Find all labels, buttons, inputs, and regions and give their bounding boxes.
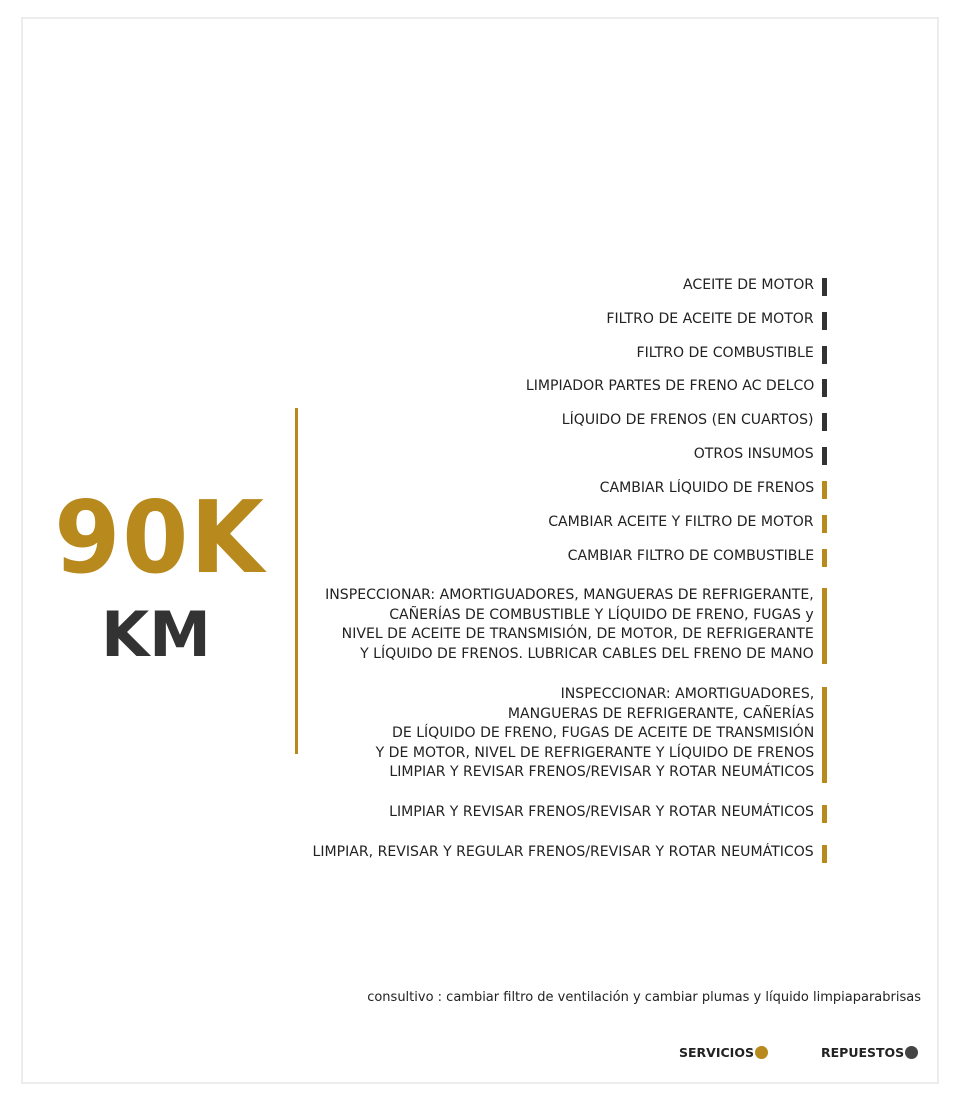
list-item-line: LÍQUIDO DE FRENOS (EN CUARTOS)	[562, 412, 814, 428]
repuestos-marker	[822, 312, 827, 330]
list-item-line: DE LÍQUIDO DE FRENO, FUGAS DE ACEITE DE TRANSMISIÓN	[391, 725, 814, 741]
list-item-line: OTROS INSUMOS	[694, 446, 814, 462]
list-item	[549, 513, 814, 533]
list-item-line: LIMPIAR Y REVISAR FRENOS/REVISAR Y ROTAR NEUMÁTICOS	[389, 764, 814, 780]
servicios-marker	[822, 588, 827, 664]
list-item-line: MANGUERAS DE REFRIGERANTE, CAÑERÍAS	[507, 705, 814, 722]
list-item-line: LIMPIADOR PARTES DE FRENO AC DELCO	[525, 378, 814, 394]
list-item	[562, 411, 814, 431]
repuestos-marker	[822, 278, 827, 296]
list-item	[599, 479, 814, 499]
list-item	[694, 445, 814, 465]
list-item-line: INSPECCIONAR: AMORTIGUADORES,	[560, 686, 814, 702]
list-item-line: LIMPIAR Y REVISAR FRENOS/REVISAR Y ROTAR NEUMÁTICOS	[389, 804, 814, 820]
servicios-marker	[822, 687, 827, 783]
list-item-line: CAMBIAR FILTRO DE COMBUSTIBLE	[567, 548, 814, 564]
list-item	[637, 344, 814, 364]
interval-unit: KM	[101, 598, 211, 671]
list-item-line: FILTRO DE COMBUSTIBLE	[636, 345, 814, 361]
servicios-marker	[822, 805, 827, 823]
list-item-line: Y LÍQUIDO DE FRENOS. LUBRICAR CABLES DEL FRENO DE MANO	[360, 645, 814, 662]
list-item-line: CAMBIAR ACEITE Y FILTRO DE MOTOR	[548, 514, 814, 530]
list-item	[526, 377, 814, 397]
repuestos-marker	[822, 379, 827, 397]
list-item-line: INSPECCIONAR: AMORTIGUADORES, MANGUERAS DE REFRIGERANTE,	[325, 587, 814, 603]
list-item	[389, 803, 814, 823]
list-item-line: LIMPIAR, REVISAR Y REGULAR FRENOS/REVISAR Y ROTAR NEUMÁTICOS	[312, 844, 814, 860]
servicios-marker	[822, 845, 827, 863]
repuestos-marker	[822, 346, 827, 364]
interval-number: 90K	[54, 479, 266, 596]
servicios-marker	[822, 481, 827, 499]
list-item	[683, 276, 814, 296]
repuestos-marker	[822, 447, 827, 465]
divider-line	[295, 408, 298, 754]
list-item	[607, 310, 814, 330]
list-item	[325, 586, 814, 664]
legend-repuestos-dot	[905, 1046, 918, 1059]
legend-servicios-label: SERVICIOS	[679, 1045, 754, 1060]
servicios-marker	[822, 515, 827, 533]
list-item	[313, 843, 814, 863]
list-item-line: ACEITE DE MOTOR	[682, 277, 814, 293]
list-item	[568, 547, 814, 567]
repuestos-marker	[822, 413, 827, 431]
list-item-line: CAMBIAR LÍQUIDO DE FRENOS	[599, 480, 814, 496]
advisory-note: consultivo : cambiar filtro de ventilación y cambiar plumas y líquido limpiaparabrisas	[367, 990, 921, 1005]
list-item-line: CAÑERÍAS DE COMBUSTIBLE Y LÍQUIDO DE FRENO, FUGAS y	[389, 606, 814, 623]
legend-repuestos-label: REPUESTOS	[821, 1045, 905, 1060]
list-item-line: NIVEL DE ACEITE DE TRANSMISIÓN, DE MOTOR, DE REFRIGERANTE	[341, 626, 814, 642]
list-item-line: FILTRO DE ACEITE DE MOTOR	[606, 311, 814, 327]
list-item-line: Y DE MOTOR, NIVEL DE REFRIGERANTE Y LÍQUIDO DE FRENOS	[375, 744, 814, 761]
servicios-marker	[822, 549, 827, 567]
legend-servicios-dot	[755, 1046, 768, 1059]
list-item	[375, 685, 814, 783]
